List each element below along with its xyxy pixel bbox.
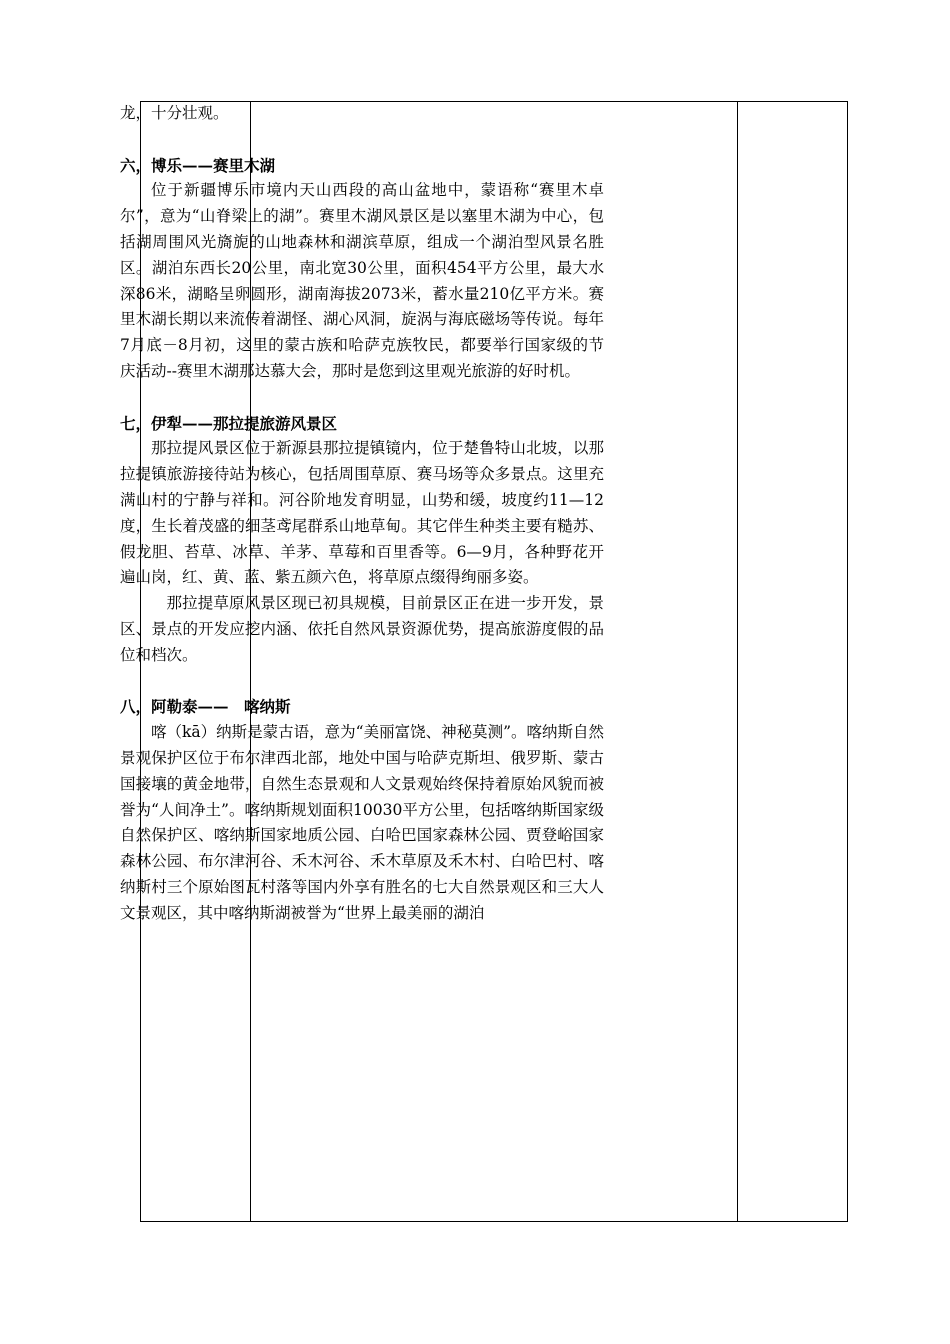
section-paragraph-yili-2: 那拉提草原风景区现已初具规模，目前景区正在进一步开发，景区、景点的开发应挖内涵、依托自然风景资源优势，提高旅游度假的品位和档次。	[120, 594, 604, 664]
section-paragraph-yili-1: 那拉提风景区位于新源县那拉提镇镜内，位于楚鲁特山北坡，以那拉提镇旅游接待站为核心，包括周围草原、赛马场等众多景点。这里充满山村的宁静与祥和。河谷阶地发育明显，山势和缓，坡度约11—12度，生长着茂盛的细茎鸢尾群系山地草甸。其它伴生种类主要有糙苏、假龙胆、苔草、冰草、羊茅、草莓和百里香等。6—9月，各种野花开遍山岗，红、黄、蓝、紫五颜六色，将草原点缀得绚丽多姿。	[120, 439, 604, 587]
section-heading-yili: 七，伊犁——那拉提旅游风景区	[120, 413, 338, 433]
continued-text: 龙，十分壮观。	[120, 104, 229, 122]
table-cell-text	[120, 101, 604, 927]
section-spacer	[120, 127, 604, 153]
section-spacer	[120, 385, 604, 411]
section-paragraph-bole: 位于新疆博乐市境内天山西段的高山盆地中，蒙语称“赛里木卓尔”，意为“山脊梁上的湖”。赛里木湖风景区是以塞里木湖为中心，包括湖周围风光旖旎的山地森林和湖滨草原，组成一个湖泊型风景名胜区。湖泊东西长20公里，南北宽30公里，面积454平方公里，最大水深86米，湖略呈卵圆形，湖南海拔2073米，蓄水量210亿平方米。赛里木湖长期以来流传着湖怪、湖心风洞，旋涡与海底磁场等传说。每年7月底－8月初，这里的蒙古族和哈萨克族牧民，都要举行国家级的节庆活动--赛里木湖那达慕大会，那时是您到这里观光旅游的好时机。	[120, 181, 604, 380]
section-spacer	[120, 669, 604, 695]
section-heading-bole: 六，博乐——赛里木湖	[120, 155, 276, 175]
section-paragraph-altay: 喀（kā）纳斯是蒙古语，意为“美丽富饶、神秘莫测”。喀纳斯自然景观保护区位于布尔津西北部，地处中国与哈萨克斯坦、俄罗斯、蒙古国接壤的黄金地带，自然生态景观和人文景观始终保持着原始风貌而被誉为“人间净土”。喀纳斯规划面积10030平方公里，包括喀纳斯国家级自然保护区、喀纳斯国家地质公园、白哈巴国家森林公园、贾登峪国家森林公园、布尔津河谷、禾木河谷、禾木草原及禾木村、白哈巴村、喀纳斯村三个原始图瓦村落等国内外享有胜名的七大自然景观区和三大人文景观区，其中喀纳斯湖被誉为“世界上最美丽的湖泊	[120, 723, 604, 922]
table-right-column	[737, 102, 847, 1221]
section-heading-altay: 八，阿勒泰—— 喀纳斯	[120, 697, 291, 717]
